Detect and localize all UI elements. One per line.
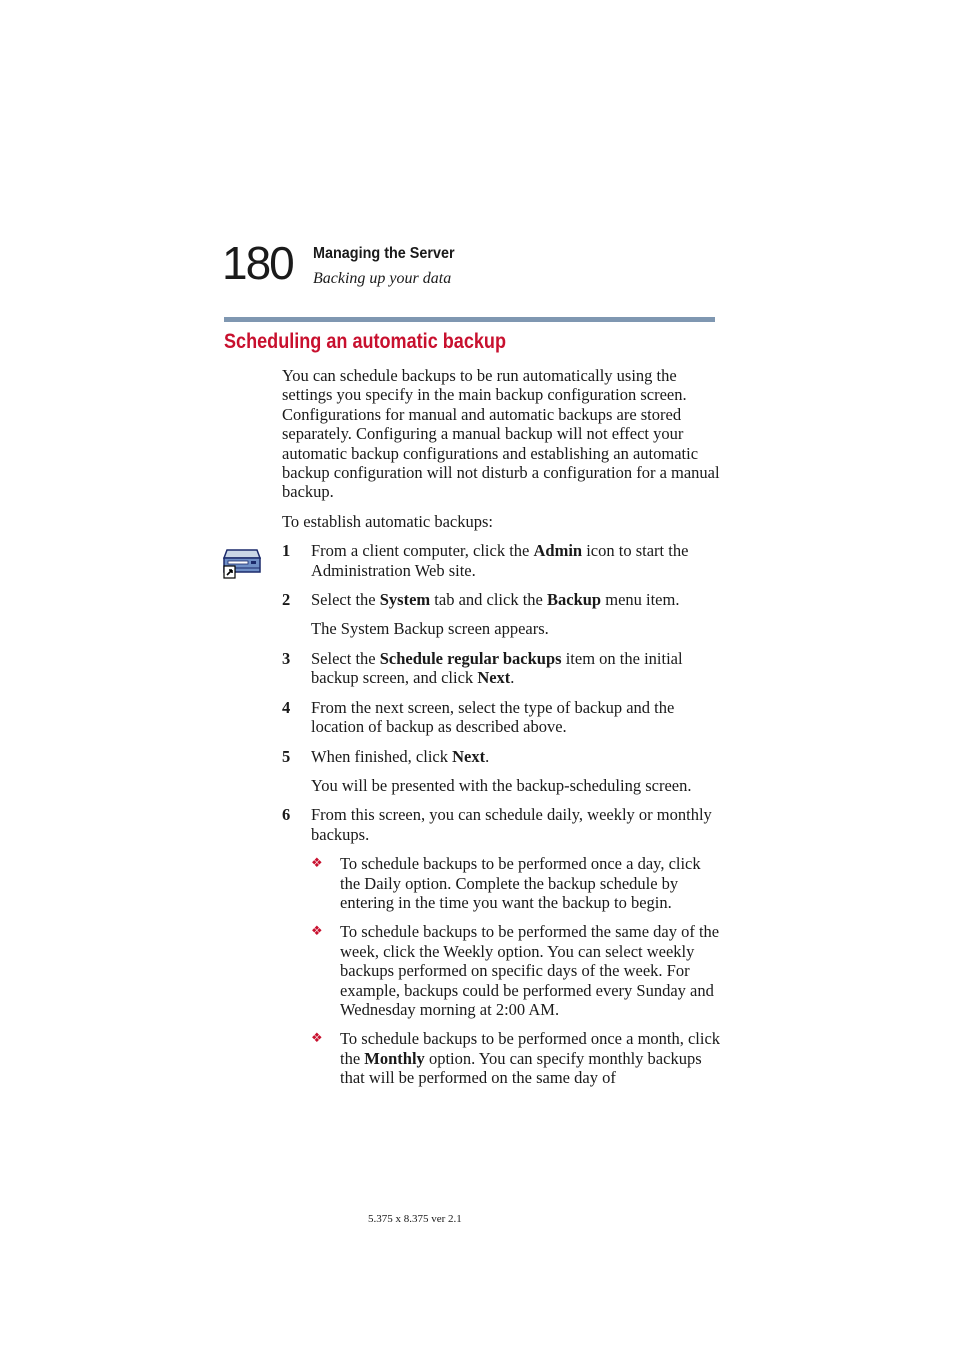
- bullet-monthly: [282, 1029, 722, 1087]
- bullet-text: To schedule backups to be performed the same day of the week, click the Weekly option. You can select weekly backups performed on specific days of the week. For example, backups could be performed every Sunday and Wednesday morning at 2:00 AM.: [340, 922, 720, 1019]
- step-text: item on the initial backup screen, and click: [311, 648, 683, 688]
- bullet-text: To schedule backups to be performed once a month, click the: [340, 1029, 721, 1068]
- step-number: 3: [282, 648, 291, 668]
- chapter-title: Managing the Server: [313, 245, 455, 262]
- lead-in: To establish automatic backups:: [282, 511, 494, 531]
- step-emphasis: Backup: [547, 590, 602, 610]
- step-text: .: [485, 746, 490, 766]
- step-text: When finished, click: [311, 746, 453, 766]
- step-text: Select the: [311, 648, 380, 668]
- step-4: [282, 698, 722, 737]
- bullet-text: To schedule backups to be performed once a day, click the Daily option. Complete the backup schedule by entering in the time you want the backup to begin.: [340, 854, 701, 912]
- step-emphasis: Admin: [533, 541, 583, 561]
- step-text: From this screen, you can schedule daily, weekly or monthly backups.: [311, 805, 712, 844]
- step-number: 6: [282, 805, 291, 825]
- step-text: From a client computer, click the: [311, 541, 534, 561]
- step-emphasis: System: [379, 590, 431, 610]
- step-number: 1: [282, 541, 291, 561]
- bullet-emphasis: Monthly: [364, 1048, 425, 1068]
- step-1: [282, 541, 722, 580]
- section-heading: Scheduling an automatic backup: [224, 330, 506, 353]
- section-subtitle: Backing up your data: [313, 270, 452, 287]
- admin-server-icon: [222, 544, 262, 580]
- step-text: tab and click the: [430, 590, 547, 610]
- body-text: [282, 366, 722, 1088]
- step-5-note: You will be presented with the backup-scheduling screen.: [311, 775, 692, 795]
- bullet-weekly: [282, 922, 722, 1019]
- diamond-bullet-icon: ❖: [311, 1031, 323, 1047]
- step-number: 4: [282, 697, 291, 717]
- step-5: [282, 747, 722, 766]
- step-text: Select the: [311, 590, 380, 610]
- intro-paragraph: You can schedule backups to be run automatically using the settings you specify in the main backup configuration screen. Configurations for manual and automatic backups are stored separately. Configuring a manual backup will not effect your automatic backup configurations and establishing an automatic backup configuration will not disturb a configuration for a manual backup.: [282, 366, 720, 502]
- page-number: 180: [222, 237, 293, 289]
- step-text: icon to start the Administration Web site.: [311, 541, 689, 580]
- step-number: 2: [282, 590, 291, 610]
- step-emphasis: Next: [477, 668, 511, 688]
- diamond-bullet-icon: ❖: [311, 856, 323, 872]
- step-text: .: [510, 668, 515, 688]
- bullet-daily: [282, 854, 722, 912]
- step-emphasis: Next: [452, 746, 486, 766]
- step-2-note: The System Backup screen appears.: [311, 619, 549, 639]
- diamond-bullet-icon: ❖: [311, 924, 323, 940]
- step-2: [282, 590, 722, 609]
- step-6: [282, 805, 722, 844]
- bullet-text: option. You can specify monthly backups that will be performed on the same day of: [340, 1048, 702, 1088]
- step-emphasis: Schedule regular backups: [379, 648, 562, 668]
- step-3: [282, 649, 722, 688]
- step-number: 5: [282, 746, 291, 766]
- step-text: menu item.: [601, 590, 680, 610]
- header-rule: [224, 317, 715, 322]
- step-text: From the next screen, select the type of backup and the location of backup as described above.: [311, 697, 675, 737]
- footer-note: 5.375 x 8.375 ver 2.1: [368, 1213, 462, 1225]
